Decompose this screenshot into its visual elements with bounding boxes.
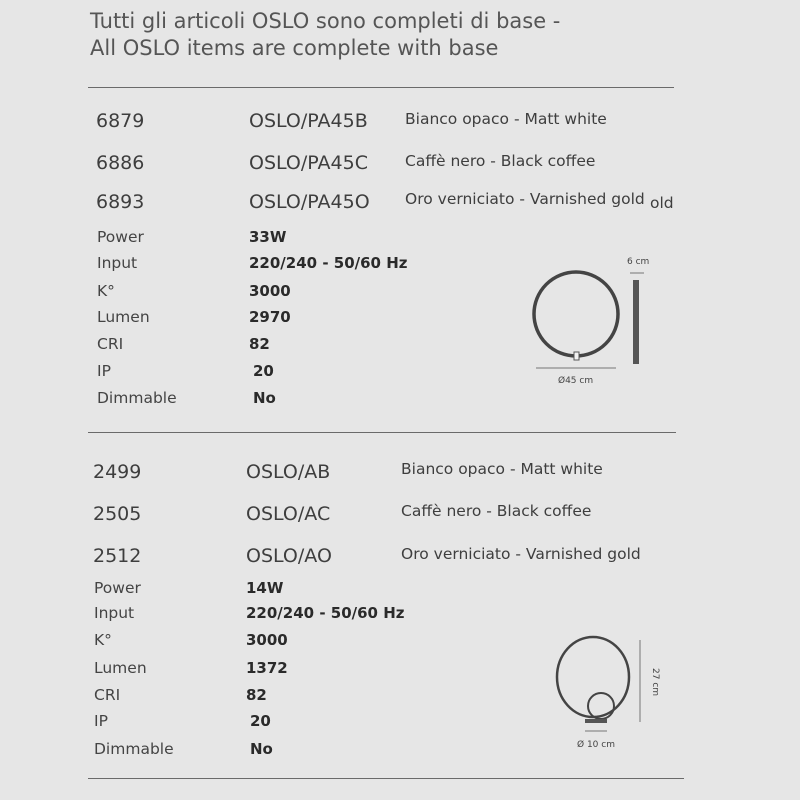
- header-line-1: Tutti gli articoli OSLO sono completi di base -: [90, 9, 561, 33]
- spec-value-cri: 82: [246, 686, 267, 704]
- spec-label-ip: IP: [97, 362, 111, 380]
- spec-value-dimmable: No: [250, 740, 273, 758]
- product-model: OSLO/AC: [246, 503, 331, 525]
- spec-label-power: Power: [97, 228, 144, 246]
- spec-value-kelvin: 3000: [246, 631, 288, 649]
- spec-label-power: Power: [94, 579, 141, 597]
- product-code: 2499: [93, 461, 142, 483]
- product-model: OSLO/PA45O: [249, 191, 370, 213]
- product-model: OSLO/AB: [246, 461, 331, 483]
- product-code: 6879: [96, 110, 145, 132]
- spec-label-input: Input: [97, 254, 138, 272]
- spec-value-input: 220/240 - 50/60 Hz: [246, 604, 405, 622]
- product-extra-note: old: [650, 194, 674, 212]
- spec-value-dimmable: No: [253, 389, 276, 407]
- large-ring-outline: [557, 637, 629, 717]
- product-code: 6893: [96, 191, 145, 213]
- product-model: OSLO/PA45B: [249, 110, 368, 132]
- product-model: OSLO/AO: [246, 545, 332, 567]
- height-label: 27 cm: [650, 668, 660, 697]
- table-lamp-drawing: [545, 630, 665, 755]
- product-description: Bianco opaco - Matt white: [401, 460, 603, 478]
- spec-value-power: 33W: [249, 228, 287, 246]
- divider-bottom: [88, 778, 684, 779]
- spec-label-cri: CRI: [97, 335, 124, 353]
- product-description: Oro verniciato - Varnished gold: [405, 190, 645, 208]
- spec-label-kelvin: K°: [94, 631, 112, 649]
- diameter-label: Ø45 cm: [558, 376, 594, 386]
- product-code: 2505: [93, 503, 142, 525]
- product-description: Bianco opaco - Matt white: [405, 110, 607, 128]
- spec-value-power: 14W: [246, 579, 284, 597]
- product-description: Oro verniciato - Varnished gold: [401, 545, 641, 563]
- spec-label-lumen: Lumen: [97, 308, 150, 326]
- lamp-base: [585, 719, 607, 723]
- spec-label-dimmable: Dimmable: [94, 740, 174, 758]
- spec-label-dimmable: Dimmable: [97, 389, 177, 407]
- divider-middle: [88, 432, 676, 433]
- product-description: Caffè nero - Black coffee: [405, 152, 596, 170]
- spec-label-kelvin: K°: [97, 282, 115, 300]
- spec-value-cri: 82: [249, 335, 270, 353]
- spec-value-lumen: 2970: [249, 308, 291, 326]
- spec-value-ip: 20: [253, 362, 274, 380]
- spec-value-input: 220/240 - 50/60 Hz: [249, 254, 408, 272]
- depth-label: 6 cm: [627, 257, 650, 267]
- side-profile: [633, 280, 639, 364]
- ring-connector: [574, 352, 579, 360]
- spec-label-cri: CRI: [94, 686, 121, 704]
- base-label: Ø 10 cm: [577, 740, 615, 750]
- spec-label-input: Input: [94, 604, 135, 622]
- spec-label-ip: IP: [94, 712, 108, 730]
- product-description: Caffè nero - Black coffee: [401, 502, 592, 520]
- header-line-2: All OSLO items are complete with base: [90, 36, 499, 60]
- spec-value-kelvin: 3000: [249, 282, 291, 300]
- product-code: 2512: [93, 545, 142, 567]
- spec-label-lumen: Lumen: [94, 659, 147, 677]
- product-model: OSLO/PA45C: [249, 152, 368, 174]
- ring-outline: [534, 272, 618, 356]
- spec-value-lumen: 1372: [246, 659, 288, 677]
- spec-value-ip: 20: [250, 712, 271, 730]
- wall-lamp-45-drawing: [520, 250, 670, 390]
- divider-top: [88, 87, 674, 88]
- product-code: 6886: [96, 152, 145, 174]
